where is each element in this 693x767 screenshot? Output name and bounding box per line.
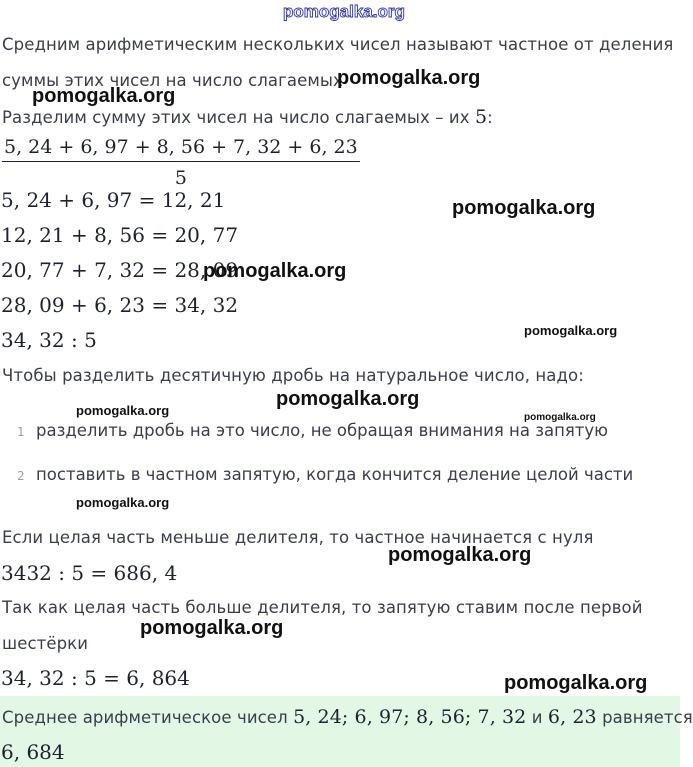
list-item: разделить дробь на это число, не обращая внимания на запятую <box>36 421 609 440</box>
sum-step-3: 20, 77 + 7, 32 = 28, 09 <box>1 258 239 282</box>
fraction-denominator: 5 <box>174 167 187 189</box>
watermark: pomogalka.org <box>337 67 481 89</box>
sum-step-2: 12, 21 + 8, 56 = 20, 77 <box>1 223 239 247</box>
watermark: pomogalka.org <box>524 412 596 423</box>
watermark: pomogalka.org <box>504 672 648 694</box>
rule-intro: Чтобы разделить десятичную дробь на натуральное число, надо: <box>2 366 584 385</box>
site-header-logo[interactable]: pomogalka.org <box>283 2 405 21</box>
sum-step-4: 28, 09 + 6, 23 = 34, 32 <box>1 293 239 317</box>
zero-note: Если целая часть меньше делителя, то частное начинается с нуля <box>2 528 594 547</box>
list-item: поставить в частном запятую, когда кончится деление целой части <box>36 465 634 484</box>
watermark: pomogalka.org <box>388 544 532 566</box>
watermark: pomogalka.org <box>524 323 618 338</box>
result-value: 6, 684 <box>1 740 65 764</box>
result-box <box>0 696 693 767</box>
result-conj: и <box>526 708 548 727</box>
list-item-number: 1 <box>17 425 25 439</box>
definition-line-2: суммы этих чисел на число слагаемых <box>2 71 343 90</box>
watermark: pomogalka.org <box>276 388 420 410</box>
result-numbers: 5, 24; 6, 97; 8, 56; 7, 32 <box>293 706 527 728</box>
watermark: pomogalka.org <box>203 260 347 282</box>
step-intro-count: 5 <box>474 106 488 128</box>
final-division: 34, 32 : 5 = 6, 864 <box>1 666 190 690</box>
result-prefix: Среднее арифметическое чисел <box>2 708 294 727</box>
long-division: 3432 : 5 = 686, 4 <box>1 561 178 585</box>
division-expression: 34, 32 : 5 <box>1 328 97 352</box>
result-last-number: 6, 23 <box>547 706 597 728</box>
step-intro-text: Разделим сумму этих чисел на число слагаемых – их <box>2 108 475 127</box>
result-line <box>2 706 693 728</box>
definition-line-1: Средним арифметическим нескольких чисел называют частное от деления <box>2 35 674 54</box>
list-item-number: 2 <box>17 469 25 483</box>
fraction-numerator: 5, 24 + 6, 97 + 8, 56 + 7, 32 + 6, 23 <box>2 136 360 162</box>
watermark: pomogalka.org <box>452 197 596 219</box>
watermark: pomogalka.org <box>76 403 170 418</box>
watermark: pomogalka.org <box>140 617 284 639</box>
watermark: pomogalka.org <box>76 495 170 510</box>
step-intro-colon: : <box>487 108 493 127</box>
result-suffix: равняется <box>596 708 693 727</box>
comma-note-line-1: Так как целая часть больше делителя, то запятую ставим после первой <box>2 598 643 617</box>
sum-fraction <box>2 136 360 189</box>
comma-note-line-2: шестёрки <box>2 634 89 653</box>
watermark: pomogalka.org <box>32 85 176 107</box>
step-intro <box>2 106 493 128</box>
sum-step-1: 5, 24 + 6, 97 = 12, 21 <box>1 188 226 212</box>
